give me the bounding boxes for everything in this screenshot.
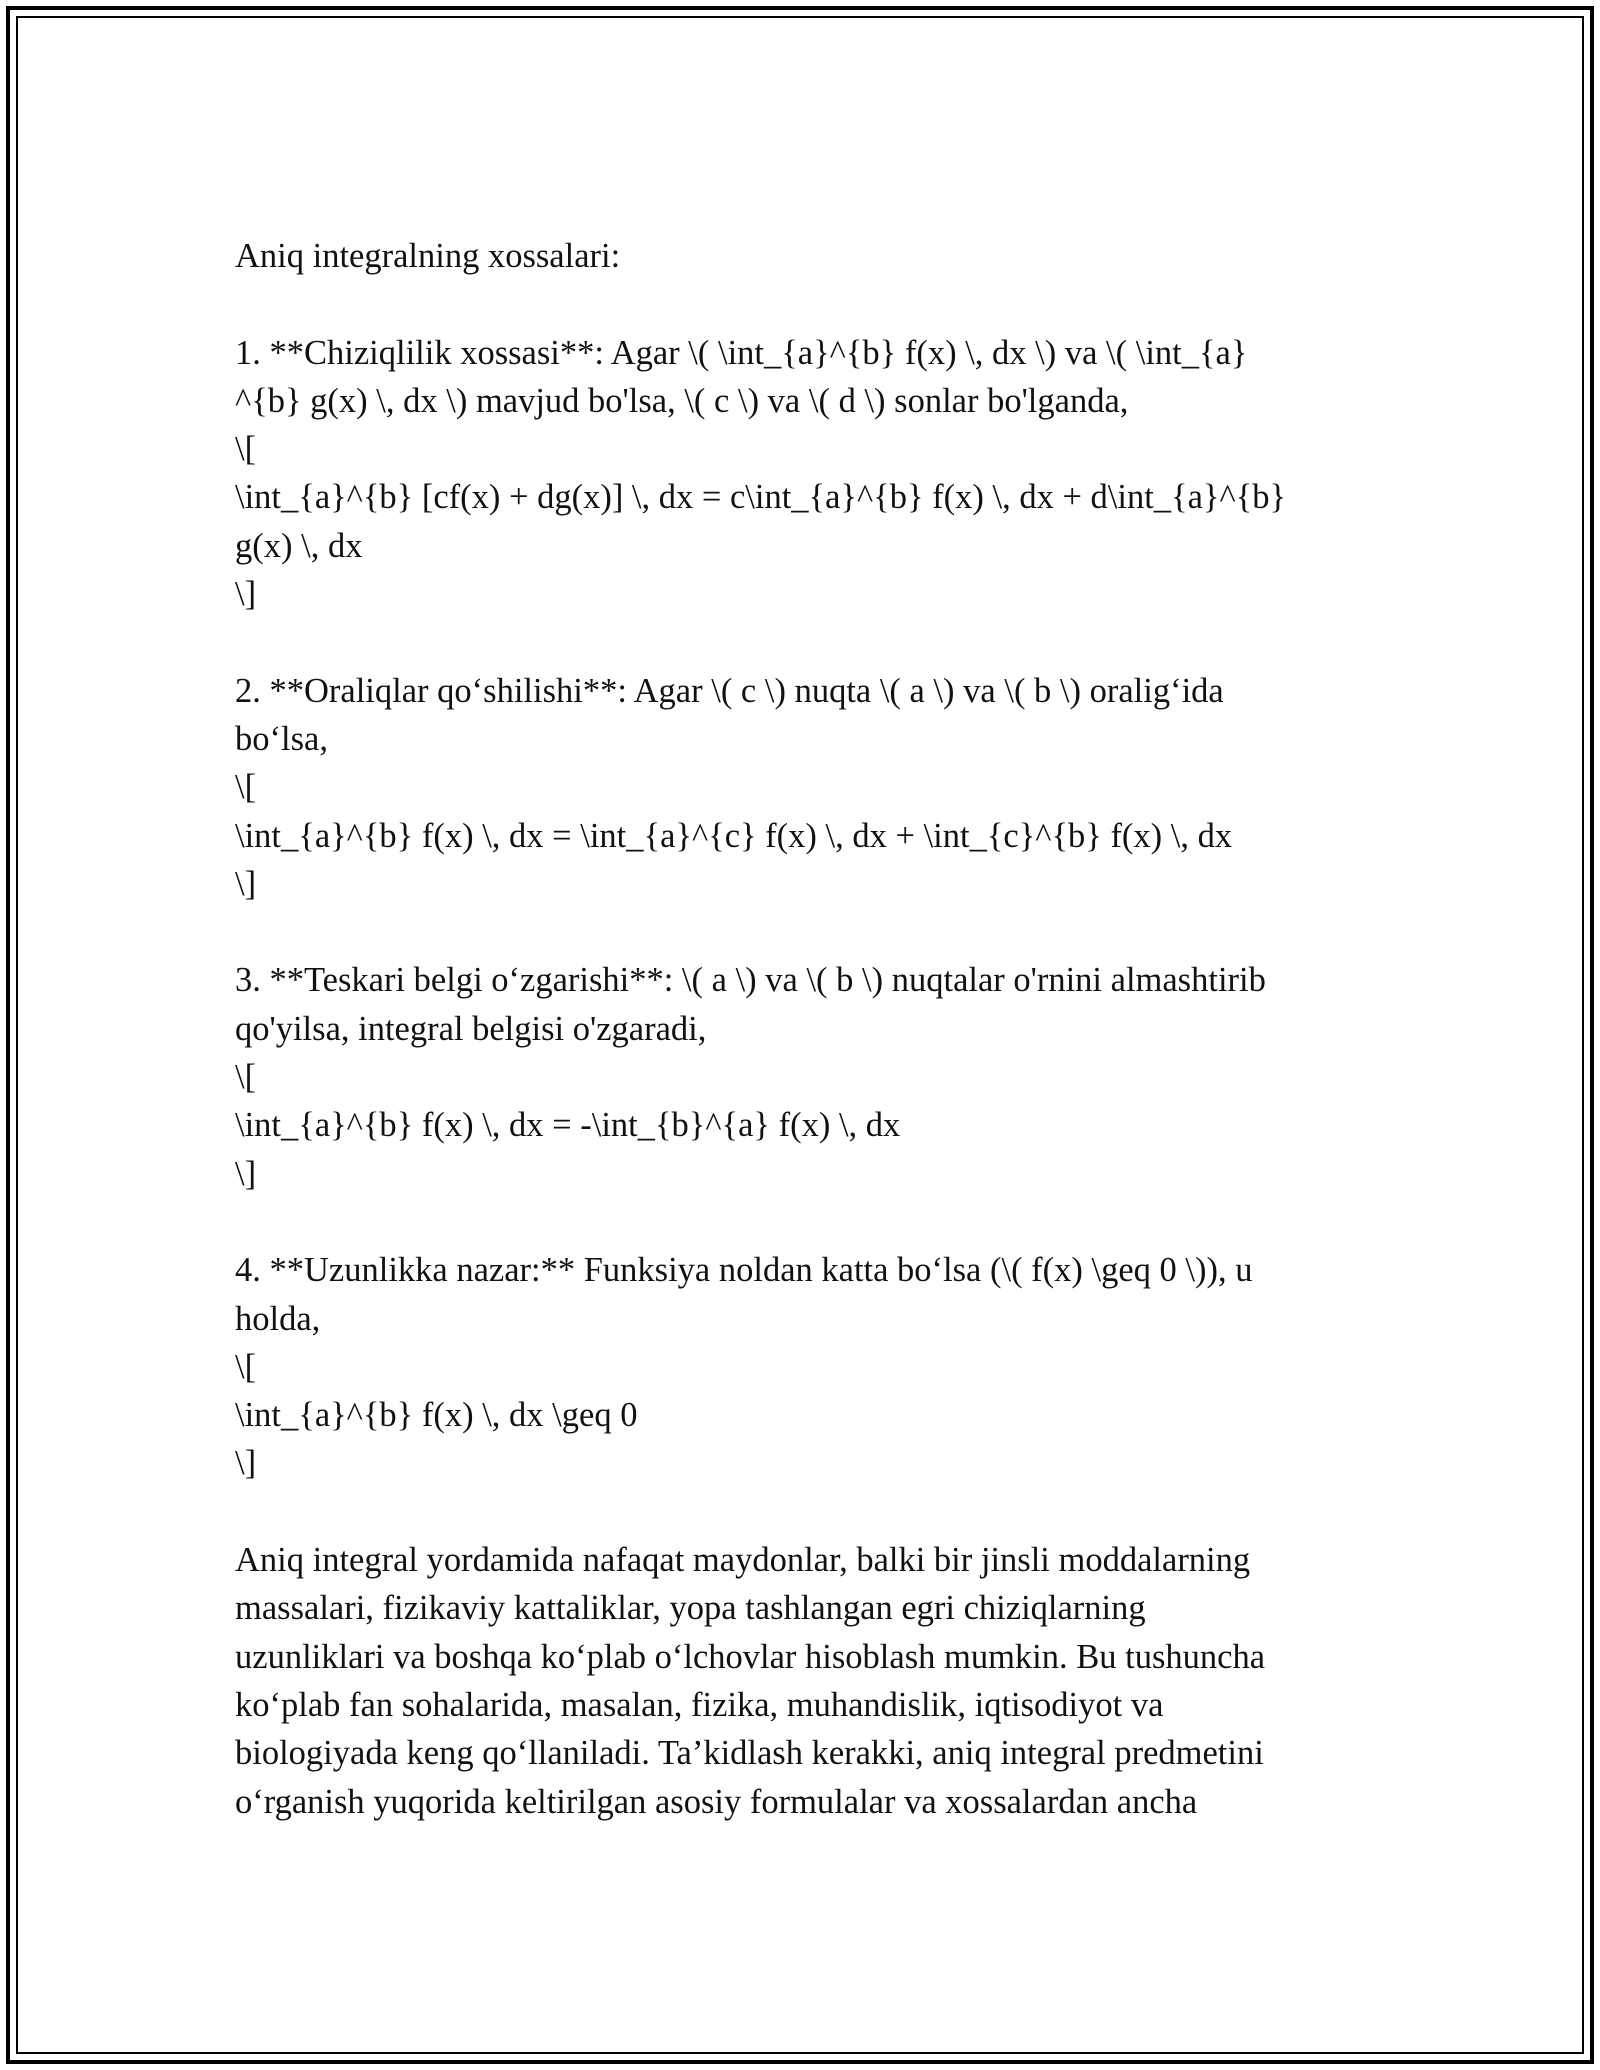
spacer (235, 1198, 1370, 1246)
property-4 (235, 1246, 1370, 1487)
property-3 (235, 956, 1370, 1197)
text-line: \[ (235, 430, 257, 469)
text-line: 4. **Uzunlikka nazar:** Funksiya noldan katta bo‘lsa (\( f(x) \geq 0 \)), u (235, 1251, 1253, 1290)
text-line: \] (235, 575, 257, 614)
formula-line: g(x) \, dx (235, 526, 363, 565)
formula-line: \int_{a}^{b} [cf(x) + dg(x)] \, dx = c\int_{a}^{b} f(x) \, dx + d\int_{a}^{b} (235, 478, 1287, 517)
document-title: Aniq integralning xossalari: (235, 237, 621, 275)
spacer (235, 1488, 1370, 1536)
document-body (235, 232, 1370, 1826)
text-line: \] (235, 1154, 257, 1193)
paragraph-line: biologiyada keng qo‘llaniladi. Ta’kidlash kerakki, aniq integral predmetini (235, 1734, 1264, 1773)
text-line: bo‘lsa, (235, 719, 328, 758)
closing-paragraph (235, 1536, 1370, 1826)
paragraph-line: ko‘plab fan sohalarida, masalan, fizika, muhandislik, iqtisodiyot va (235, 1685, 1164, 1724)
formula-line: \int_{a}^{b} f(x) \, dx = -\int_{b}^{a} f(x) \, dx (235, 1106, 901, 1145)
text-line: \[ (235, 1058, 257, 1097)
paragraph-line: massalari, fizikaviy kattaliklar, yopa tashlangan egri chiziqlarning (235, 1589, 1146, 1628)
text-line: holda, (235, 1299, 321, 1338)
text-line: \] (235, 1444, 257, 1483)
spacer (235, 618, 1370, 666)
text-line: 1. **Chiziqlilik xossasi**: Agar \( \int_{a}^{b} f(x) \, dx \) va \( \int_{a} (235, 333, 1248, 372)
formula-line: \int_{a}^{b} f(x) \, dx \geq 0 (235, 1396, 638, 1435)
paragraph-line: o‘rganish yuqorida keltirilgan asosiy formulalar va xossalardan ancha (235, 1782, 1198, 1821)
paragraph-line: uzunliklari va boshqa ko‘plab o‘lchovlar hisoblash mumkin. Bu tushuncha (235, 1637, 1266, 1676)
spacer (235, 908, 1370, 956)
spacer (235, 280, 1370, 328)
property-2 (235, 667, 1370, 908)
property-1 (235, 329, 1370, 619)
text-line: \[ (235, 768, 257, 807)
text-line: \] (235, 864, 257, 903)
text-line: qo'yilsa, integral belgisi o'zgaradi, (235, 1009, 707, 1048)
text-line: 2. **Oraliqlar qo‘shilishi**: Agar \( c \) nuqta \( a \) va \( b \) oralig‘ida (235, 671, 1224, 710)
paragraph-line: Aniq integral yordamida nafaqat maydonlar, balki bir jinsli moddalarning (235, 1541, 1251, 1580)
text-line: \[ (235, 1347, 257, 1386)
text-line: ^{b} g(x) \, dx \) mavjud bo'lsa, \( c \) va \( d \) sonlar bo'lganda, (235, 381, 1129, 420)
text-line: 3. **Teskari belgi o‘zgarishi**: \( a \) va \( b \) nuqtalar o'rnini almashtirib (235, 961, 1266, 1000)
formula-line: \int_{a}^{b} f(x) \, dx = \int_{a}^{c} f(x) \, dx + \int_{c}^{b} f(x) \, dx (235, 816, 1233, 855)
